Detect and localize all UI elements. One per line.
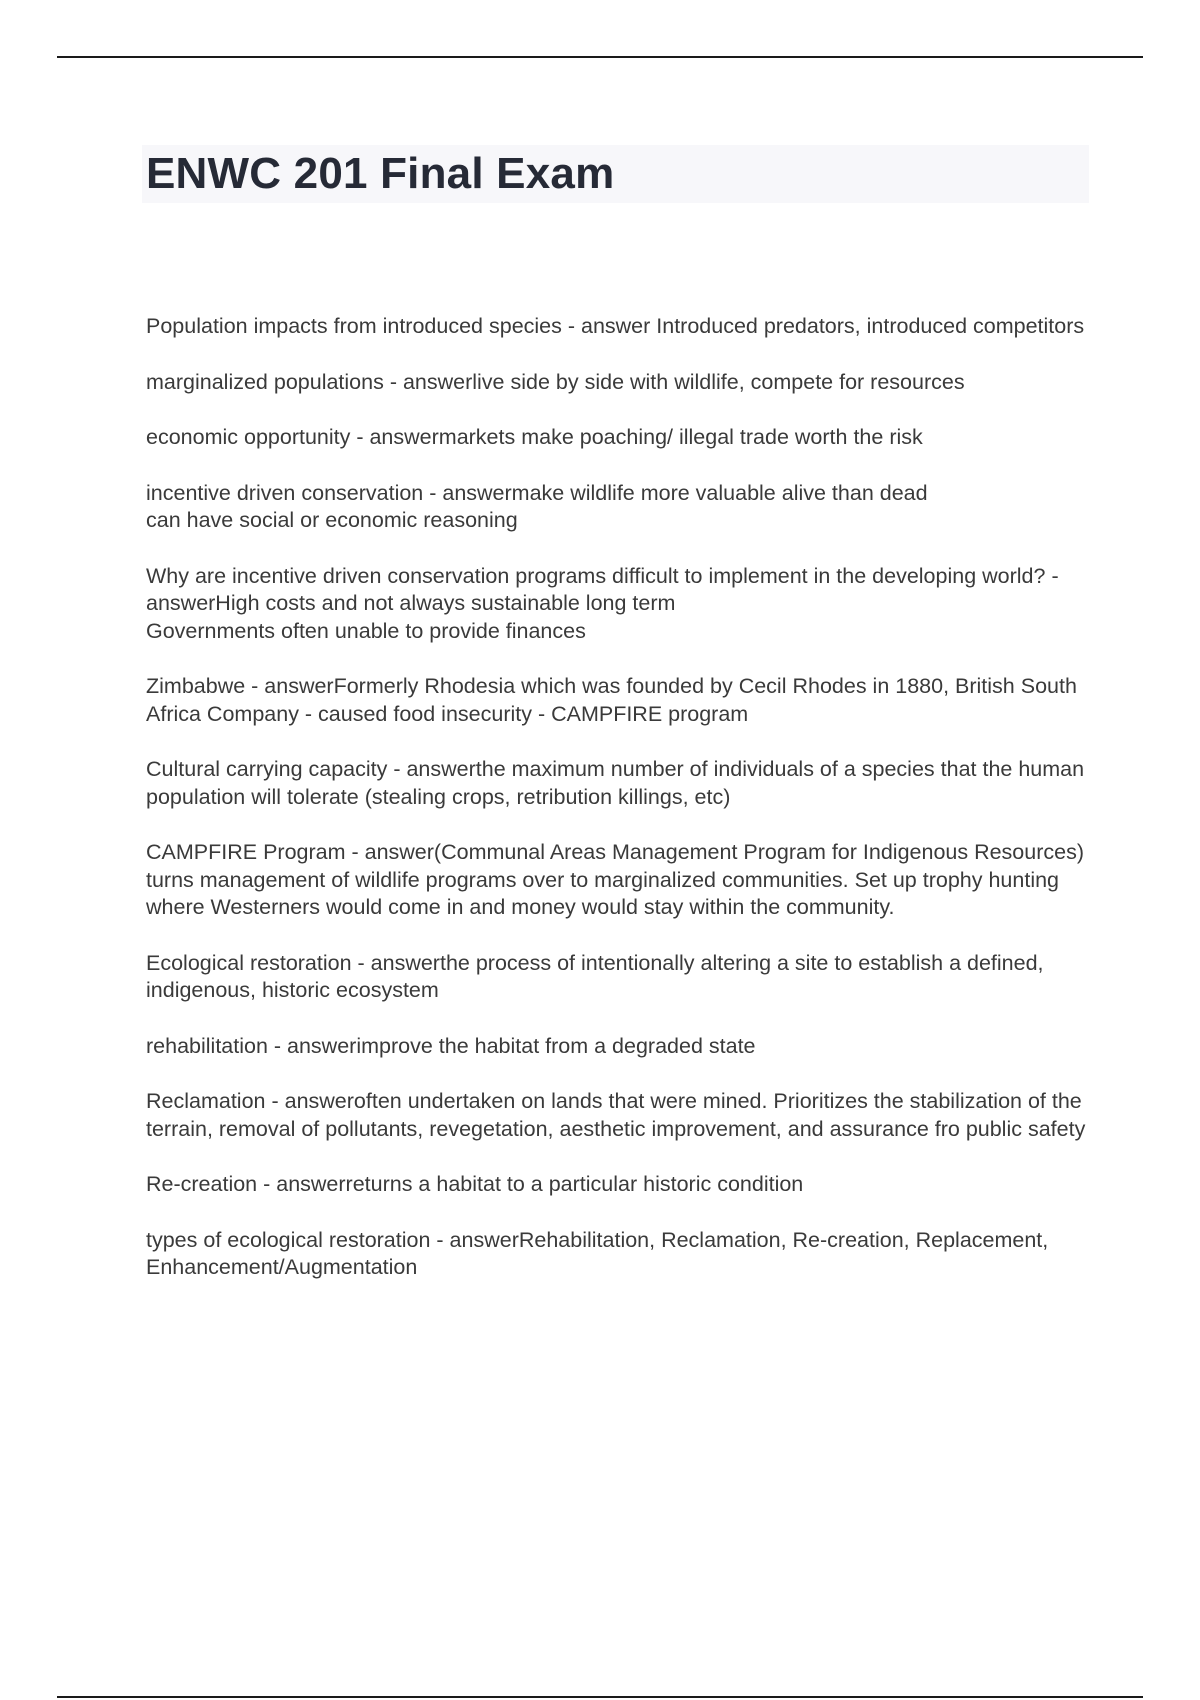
- entry-introduced-species: Population impacts from introduced species - answer Introduced predators, introduced competitors: [146, 314, 1085, 338]
- document-title: ENWC 201 Final Exam: [146, 149, 615, 198]
- entry-rehabilitation: rehabilitation - answerimprove the habitat from a degraded state: [146, 1033, 756, 1058]
- entry-incentive-driven-conservation: incentive driven conservation - answermake wildlife more valuable alive than dead can have social or economic reasoning: [146, 480, 928, 532]
- entry-campfire-program: CAMPFIRE Program - answer(Communal Areas Management Program for Indigenous Resources) turns management of wildlife programs over to marginalized communities. Set up trophy hunting where Westerners would come in and money would stay within the community.: [146, 840, 1085, 919]
- entry-zimbabwe: Zimbabwe - answerFormerly Rhodesia which was founded by Cecil Rhodes in 1880, British South Africa Company - caused food insecurity - CAMPFIRE program: [146, 674, 1077, 726]
- entry-ecological-restoration: Ecological restoration - answerthe process of intentionally altering a site to establish a defined, indigenous, historic ecosystem: [146, 950, 1044, 1002]
- entry-re-creation: Re-creation - answerreturns a habitat to a particular historic condition: [146, 1172, 804, 1196]
- bottom-rule: [57, 1696, 1143, 1698]
- entry-reclamation: Reclamation - answeroften undertaken on lands that were mined. Prioritizes the stabilization of the terrain, removal of pollutants, revegetation, aesthetic improvement, and assurance fro public safety: [146, 1089, 1086, 1141]
- entry-list: [146, 313, 1091, 1310]
- entry-marginalized-populations: marginalized populations - answerlive side by side with wildlife, compete for resources: [146, 369, 965, 394]
- top-rule: [57, 56, 1143, 58]
- entry-types-of-restoration: types of ecological restoration - answerRehabilitation, Reclamation, Re-creation, Replacement, Enhancement/Augmentation: [146, 1227, 1049, 1279]
- entry-economic-opportunity: economic opportunity - answermarkets make poaching/ illegal trade worth the risk: [146, 425, 923, 449]
- entry-cultural-carrying-capacity: Cultural carrying capacity - answerthe maximum number of individuals of a species that the human population will tolerate (stealing crops, retribution killings, etc): [146, 757, 1085, 809]
- entry-incentive-programs-difficulty: Why are incentive driven conservation programs difficult to implement in the developing world? - answerHigh costs and not always sustainable long term Governments often unable to provide finances: [146, 563, 1059, 643]
